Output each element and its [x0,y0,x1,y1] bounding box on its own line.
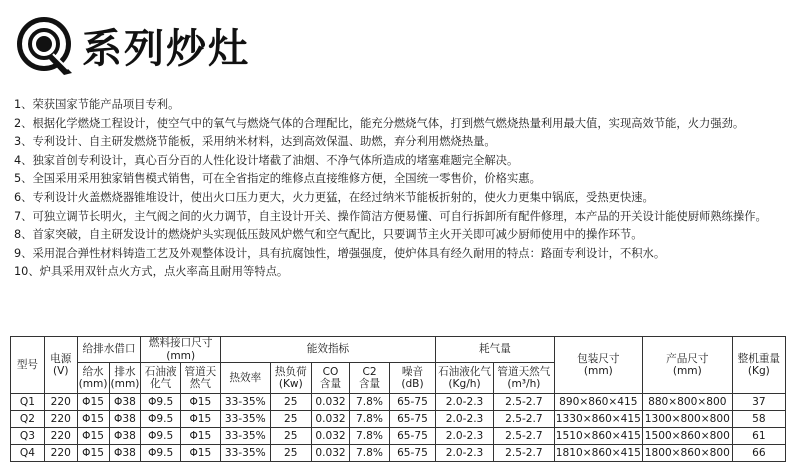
list-item [14,133,784,152]
item-number: 7、 [14,209,33,223]
header-efficiency: 热效率 [220,363,270,394]
cell-water-out: Φ38 [109,428,141,445]
cell-water-in: Φ15 [77,428,109,445]
list-item [14,170,784,189]
cell-product-size: 1300×800×800 [642,411,732,428]
spec-table [10,336,786,462]
header-co: CO 含量 [311,363,349,394]
cell-pack-size: 1810×860×415 [554,445,642,462]
cell-noise: 65-75 [389,394,435,411]
cell-product-size: 1800×860×800 [642,445,732,462]
cell-fuel-lpg: Φ9.5 [141,394,180,411]
header-fuel-lpg: 石油液 化气 [141,363,180,394]
header-model: 型号 [11,337,45,394]
list-item [14,96,784,115]
cell-gas-lpg: 2.0-2.3 [436,428,494,445]
item-text: 荣获国家节能产品项目专利。 [32,98,180,111]
cell-voltage: 220 [44,411,77,428]
cell-co: 0.032 [311,428,349,445]
cell-water-out: Φ38 [109,445,141,462]
item-text: 首家突破，自主研发设计的燃烧炉头实现低压鼓风炉燃气和空气配比，只要调节主火开关即可减少厨师使用中的操作环节。 [32,228,643,242]
spec-table-body [11,394,786,462]
cell-pack-size: 890×860×415 [554,394,642,411]
item-text: 专利设计火盖燃烧器锥堆设计，使出火口压力更大，火力更猛，在经过纳米节能板折射的，使火力更集中锅底，受热更快速。 [32,190,654,204]
cell-fuel-ng: Φ15 [180,428,220,445]
item-text: 专利设计、自主研发燃烧节能板，采用纳米材料，达到高效保温、助燃，弃分利用燃烧热量。 [32,135,496,149]
cell-efficiency: 33-35% [220,428,270,445]
item-number: 8、 [14,228,33,242]
cell-gas-lpg: 2.0-2.3 [436,394,494,411]
cell-water-out: Φ38 [109,394,141,411]
cell-noise: 65-75 [389,445,435,462]
header-gas-ng: 管道天然气 (m³/h) [494,363,555,394]
item-number: 10、 [14,265,40,279]
cell-model: Q4 [11,445,45,462]
header-gas-lpg: 石油液化气 (Kg/h) [436,363,494,394]
cell-gas-ng: 2.5-2.7 [494,428,555,445]
table-row [11,428,786,445]
header-weight: 整机重量 (Kg) [732,337,785,394]
header-noise: 噪音 (dB) [389,363,435,394]
page-title: 系列炒灶 [82,25,250,72]
header-pack-size: 包装尺寸 (mm) [554,337,642,394]
header-fuel-ng: 管道天 然气 [180,363,220,394]
cell-co: 0.032 [311,445,349,462]
cell-heat-load: 25 [270,445,311,462]
list-item [14,115,784,134]
cell-weight: 37 [732,394,785,411]
item-number: 4、 [14,153,33,167]
cell-noise: 65-75 [389,411,435,428]
cell-gas-ng: 2.5-2.7 [494,445,555,462]
table-row [11,394,786,411]
cell-co: 0.032 [311,411,349,428]
item-number: 5、 [14,172,33,186]
list-item [14,152,784,171]
header-voltage: 电源 (V) [44,337,77,394]
cell-voltage: 220 [44,428,77,445]
cell-weight: 61 [732,428,785,445]
item-number: 6、 [14,190,33,204]
cell-fuel-lpg: Φ9.5 [141,428,180,445]
item-number: 3、 [14,135,33,149]
cell-gas-lpg: 2.0-2.3 [436,411,494,428]
header-product-size: 产品尺寸 (mm) [642,337,732,394]
table-row [11,445,786,462]
cell-fuel-ng: Φ15 [180,394,220,411]
cell-c2: 7.8% [350,428,390,445]
item-text: 炉具采用双针点火方式，点火率高且耐用等特点。 [39,265,289,279]
cell-water-in: Φ15 [77,445,109,462]
cell-model: Q1 [11,394,45,411]
cell-c2: 7.8% [350,394,390,411]
cell-efficiency: 33-35% [220,445,270,462]
header [14,10,250,80]
item-text: 独家首创专利设计，真心百分百的人性化设计堵截了油烟、不净气体所造成的堵塞难题完全解决。 [32,153,519,167]
header-heat-load: 热负荷 (Kw) [270,363,311,394]
cell-gas-ng: 2.5-2.7 [494,394,555,411]
item-text: 采用混合弹性材料铸造工艺及外观整体设计，具有抗腐蚀性，增强强度，使炉体具有经久耐用的特点：路面专利设计，不积水。 [32,246,666,260]
cell-weight: 58 [732,411,785,428]
cell-product-size: 1500×860×800 [642,428,732,445]
item-text: 可独立调节长明火，主气阀之间的火力调节，自主设计开关、操作简洁方便易懂、可自行拆卸所有配件修理，本产品的开关设计能使厨师熟练操作。 [32,209,767,223]
cell-fuel-ng: Φ15 [180,411,220,428]
cell-efficiency: 33-35% [220,411,270,428]
q-logo-icon [14,13,78,77]
cell-model: Q2 [11,411,45,428]
header-c2: C2 含量 [350,363,390,394]
cell-heat-load: 25 [270,394,311,411]
header-water: 给排水借口 [77,337,141,363]
header-gas: 耗气量 [436,337,555,363]
header-performance: 能效指标 [220,337,435,363]
cell-voltage: 220 [44,445,77,462]
table-row [11,411,786,428]
cell-weight: 66 [732,445,785,462]
cell-efficiency: 33-35% [220,394,270,411]
list-item [14,226,784,245]
cell-co: 0.032 [311,394,349,411]
cell-heat-load: 25 [270,428,311,445]
item-number: 2、 [14,116,33,130]
cell-pack-size: 1510×860×415 [554,428,642,445]
cell-c2: 7.8% [350,445,390,462]
cell-water-out: Φ38 [109,411,141,428]
list-item [14,189,784,208]
cell-c2: 7.8% [350,411,390,428]
cell-water-in: Φ15 [77,411,109,428]
feature-list [14,96,784,282]
cell-pack-size: 1330×860×415 [554,411,642,428]
item-number: 1、 [14,98,33,111]
cell-gas-ng: 2.5-2.7 [494,411,555,428]
cell-heat-load: 25 [270,411,311,428]
cell-fuel-lpg: Φ9.5 [141,411,180,428]
cell-fuel-ng: Φ15 [180,445,220,462]
cell-voltage: 220 [44,394,77,411]
cell-fuel-lpg: Φ9.5 [141,445,180,462]
list-item [14,208,784,227]
list-item [14,245,784,264]
cell-product-size: 880×800×800 [642,394,732,411]
item-text: 根据化学燃烧工程设计，使空气中的氧气与燃烧气体的合理配比，能充分燃烧气体，打到燃气燃烧热量利用最大值，实现高效节能，火力强劲。 [32,116,745,130]
cell-noise: 65-75 [389,428,435,445]
header-water-out: 排水 (mm) [109,363,141,394]
item-number: 9、 [14,246,33,260]
cell-water-in: Φ15 [77,394,109,411]
cell-gas-lpg: 2.0-2.3 [436,445,494,462]
header-water-in: 给水 (mm) [77,363,109,394]
list-item [14,263,784,282]
header-fuel: 燃料接口尺寸(mm) [141,337,220,363]
cell-model: Q3 [11,428,45,445]
item-text: 全国采用采用独家销售模式销售，可在全省指定的维修点直接维修方便，全国统一零售价，价格实惠。 [32,172,541,186]
